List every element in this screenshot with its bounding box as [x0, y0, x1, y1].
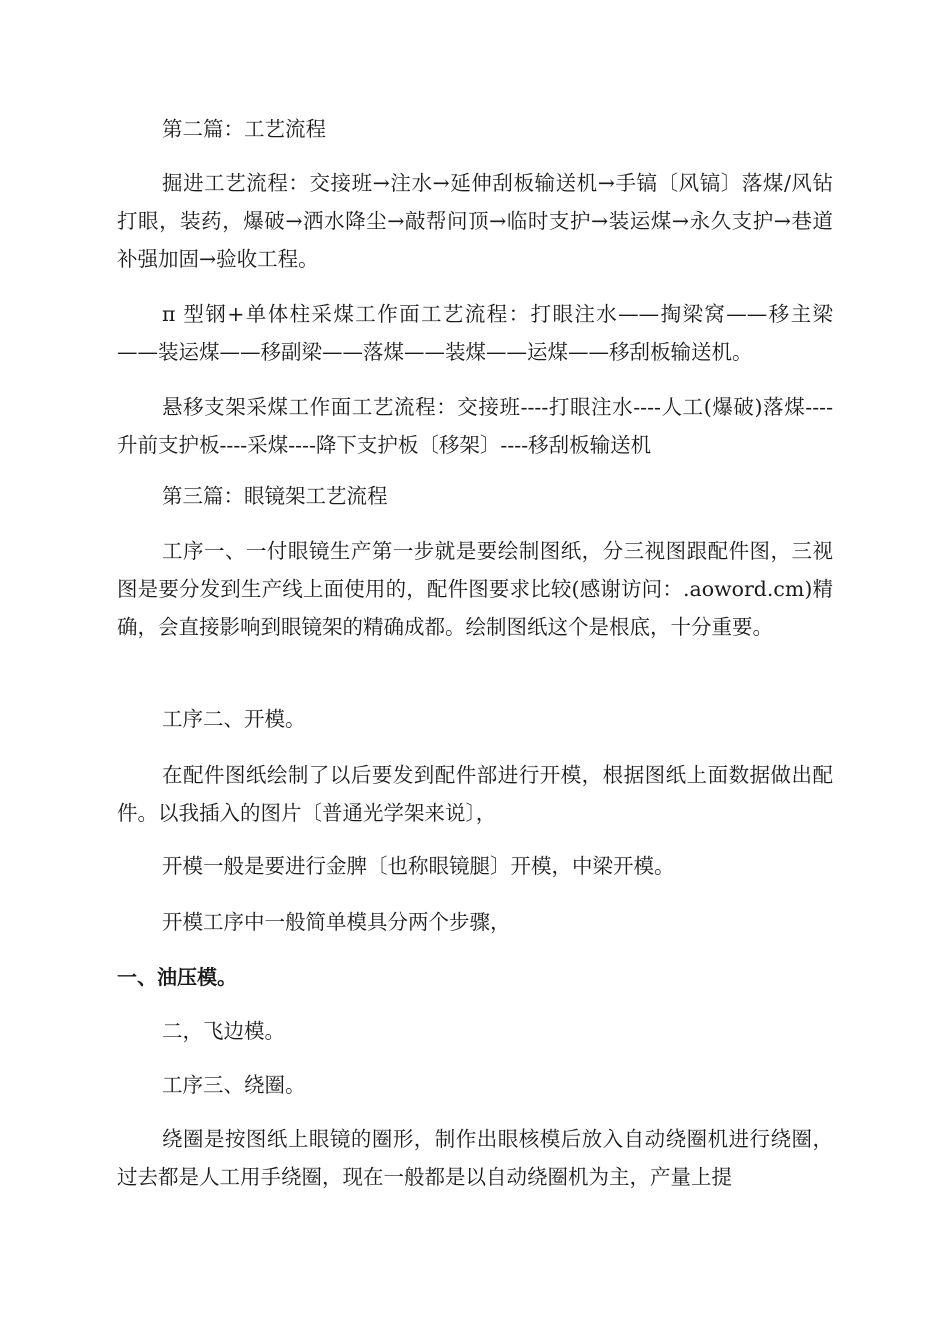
section-heading-2: 第二篇：工艺流程 [162, 117, 326, 141]
trim-mold-item: 二，飞边模。 [162, 1019, 285, 1043]
process-three-heading: 工序三、绕圈。 [162, 1073, 306, 1097]
hydraulic-mold-heading: 一、油压模。 [117, 965, 237, 989]
mold-temple-paragraph: 开模一般是要进行金脾〔也称眼镜腿〕开模，中梁开模。 [162, 854, 675, 878]
process-two-heading: 工序二、开模。 [162, 707, 306, 731]
process-one-paragraph: 工序一、一付眼镜生产第一步就是要绘制图纸，分三视图跟配件图，三视图是要分发到生产线上面使用的，配件图要求比较(感谢访问：.aoword.cm)精确，会直接影响到眼镜架的精确成都。绘制图纸这个是根底，十分重要。 [117, 539, 833, 639]
pi-beam-process-paragraph: π 型钢+单体柱采煤工作面工艺流程：打眼注水——掏梁窝——移主梁——装运煤——移副梁——落煤——装煤——运煤——移刮板输送机。 [117, 302, 833, 364]
mold-steps-paragraph: 开模工序中一般简单模具分两个步骤， [162, 910, 511, 934]
suspended-support-process-paragraph: 悬移支架采煤工作面工艺流程：交接班----打眼注水----人工(爆破)落煤----升前支护板----采煤----降下支护板〔移架〕----移刮板输送机 [117, 395, 833, 457]
tunneling-process-paragraph: 掘进工艺流程：交接班→注水→延伸刮板输送机→手镐〔风镐〕落煤/风钻打眼，装药，爆破→洒水降尘→敲帮问顶→临时支护→装运煤→永久支护→巷道补强加固→验收工程。 [117, 171, 833, 271]
coiling-paragraph: 绕圈是按图纸上眼镜的圈形，制作出眼核模后放入自动绕圈机进行绕圈，过去都是人工用手绕圈，现在一般都是以自动绕圈机为主，产量上提 [117, 1127, 833, 1189]
mold-making-paragraph: 在配件图纸绘制了以后要发到配件部进行开模，根据图纸上面数据做出配件。以我插入的图片〔普通光学架来说〕， [117, 763, 833, 825]
section-heading-3: 第三篇：眼镜架工艺流程 [162, 484, 388, 508]
